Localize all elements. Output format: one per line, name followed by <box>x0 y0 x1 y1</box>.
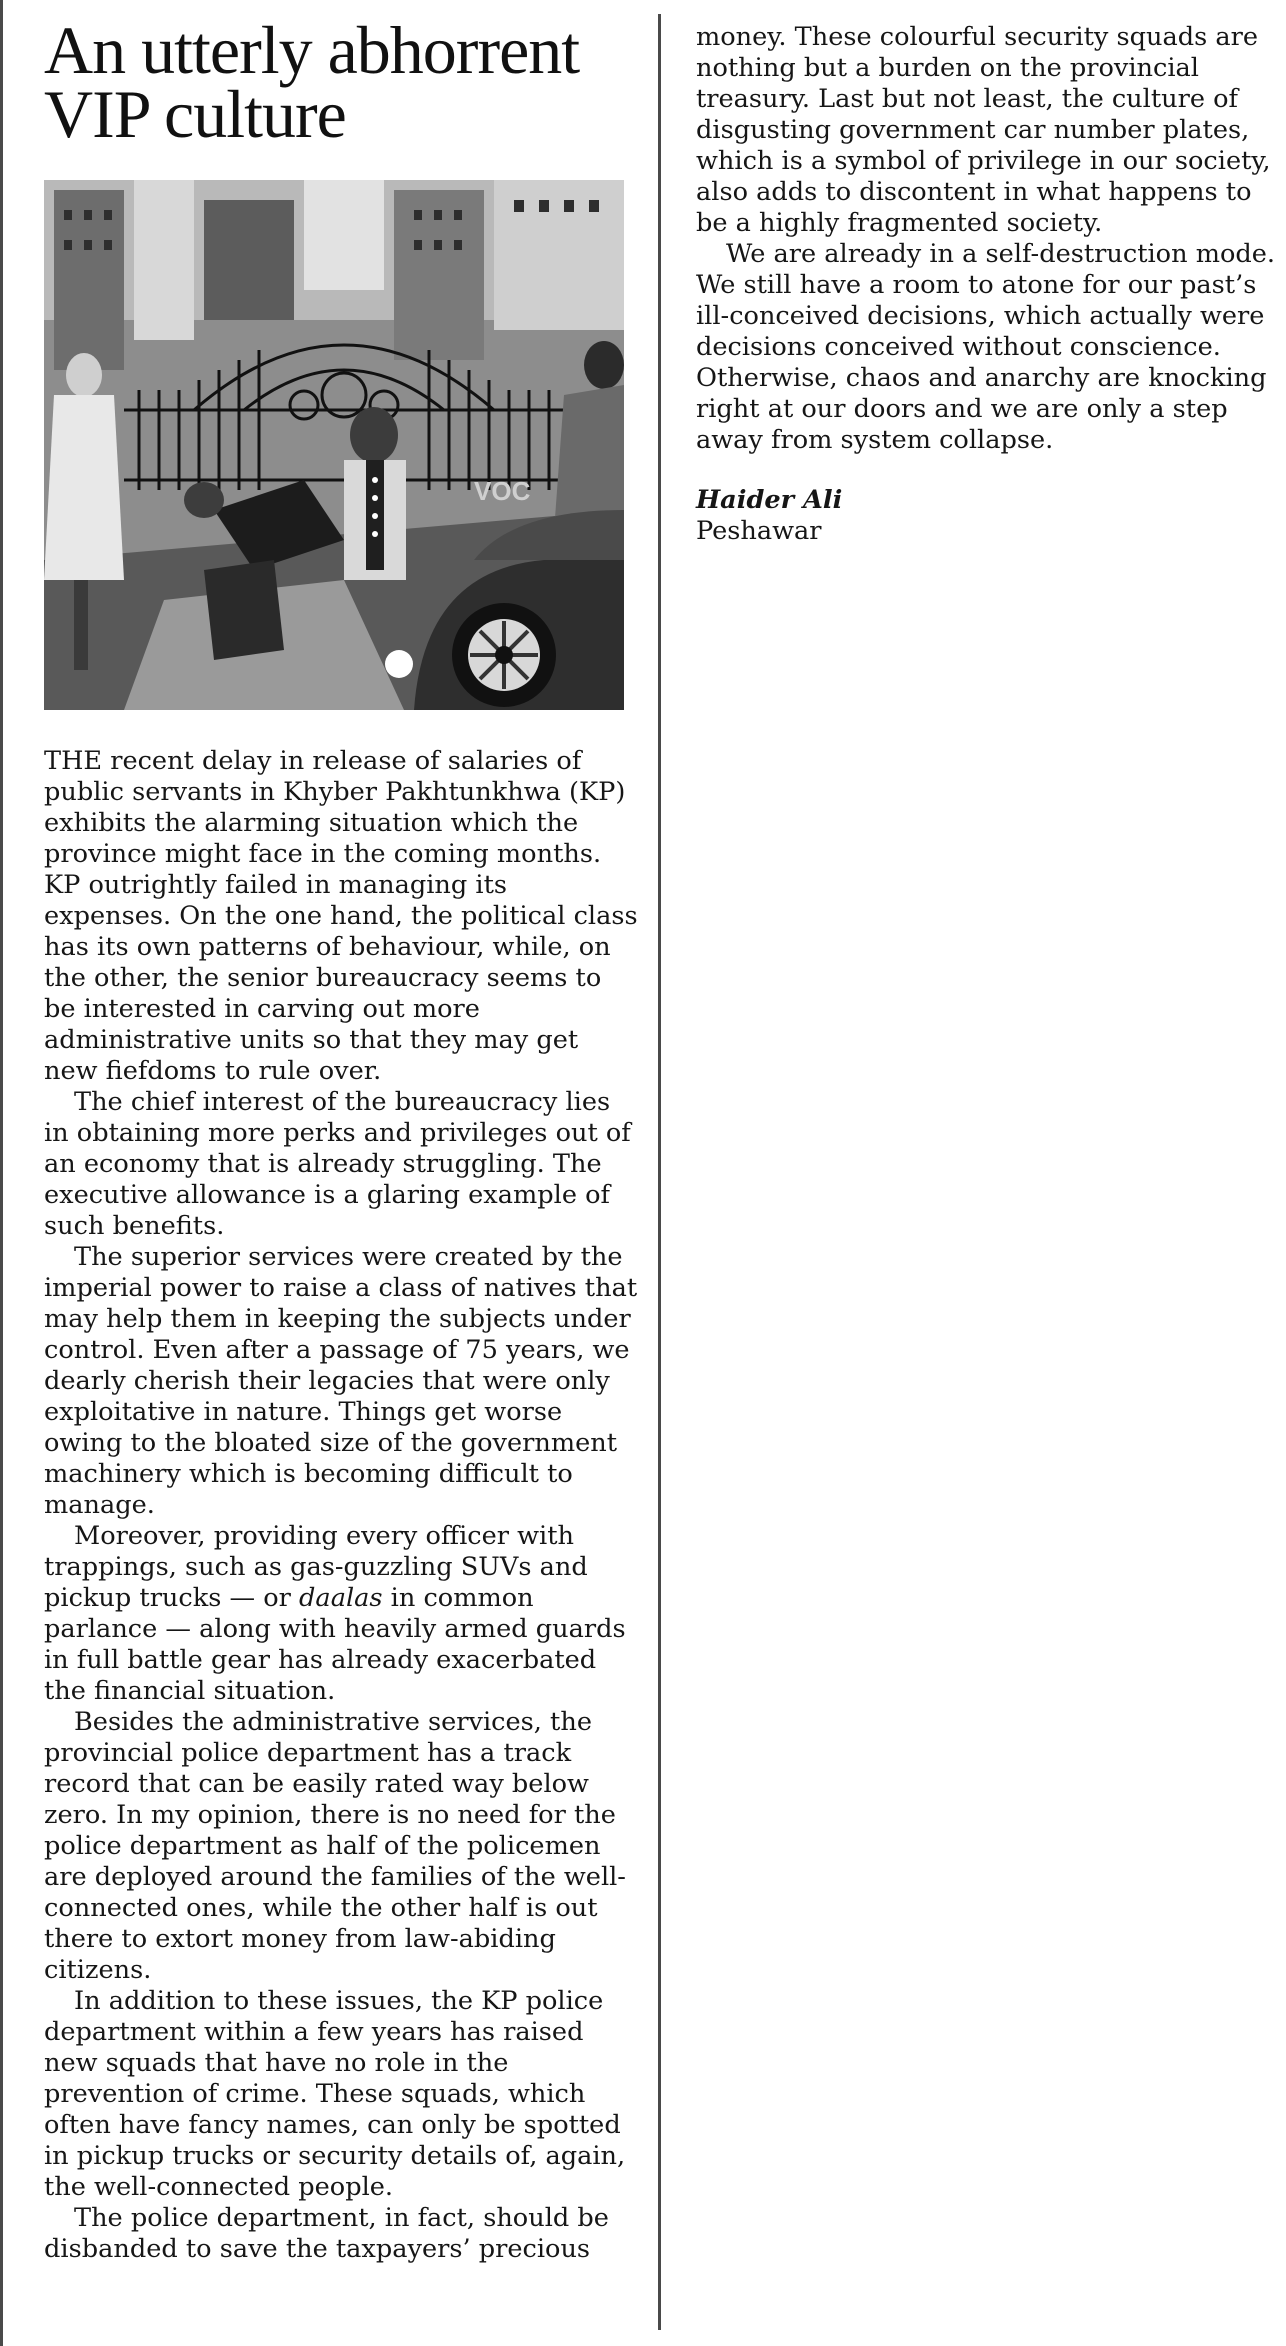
article-body-col2 <box>696 22 1276 456</box>
paragraph-3: The superior services were created by the imperial power to raise a class of natives that may help them in keeping the subjects under control. Even after a passage of 75 years, we dearly cherish their legacies that were only exploitative in nature. Things get worse owing to the bloated size of the government machinery which is becoming difficult to manage. <box>44 1242 638 1520</box>
page-left-border <box>0 0 3 2346</box>
column-divider <box>658 14 661 2330</box>
paragraph-4 <box>44 1521 638 1707</box>
signature-block <box>696 485 1276 547</box>
author-location: Peshawar <box>696 516 822 546</box>
illustration-sign-text: VOC <box>474 476 531 506</box>
paragraph-7-start: The police department, in fact, should be disbanded to save the taxpayers’ precious <box>44 2203 609 2264</box>
paragraph-8: We are already in a self-destruction mode. We still have a room to atone for our past’s ill-conceived decisions, which actually were decisions conceived without conscience. Otherwise, chaos and anarchy are knocking right at our doors and we are only a step away from system collapse. <box>696 239 1276 455</box>
paragraph-1: THE recent delay in release of salaries of public servants in Khyber Pakhtunkhwa (KP) exhibits the alarming situation which the province might face in the coming months. KP outrightly failed in managing its expenses. On the one hand, the political class has its own patterns of behaviour, while, on the other, the senior bureaucracy seems to be interested in carving out more administrative units so that they may get new fiefdoms to rule over. <box>44 746 638 1086</box>
article-title: An utterly abhorrent VIP culture <box>44 12 580 152</box>
left-column <box>44 12 638 2265</box>
right-column <box>696 22 1276 547</box>
paragraph-7-continued: money. These colourful security squads are nothing but a burden on the provincial treasury. Last but not least, the culture of disgusting government car number plates, which is a symbol of privilege in our society, also adds to discontent in what happens to be a highly fragmented society. <box>696 22 1271 238</box>
article-illustration <box>44 180 624 710</box>
paragraph-4-term: daalas <box>299 1583 383 1613</box>
author-name: Haider Ali <box>696 485 843 515</box>
paragraph-4-end: in common parlance — along with heavily armed guards in full battle gear has already exacerbated the financial situation. <box>44 1583 626 1706</box>
paragraph-6: In addition to these issues, the KP police department within a few years has raised new squads that have no role in the prevention of crime. These squads, which often have fancy names, can only be spotted in pickup trucks or security details of, again, the well-connected people. <box>44 1986 626 2202</box>
article-body-col1 <box>44 746 638 2265</box>
paragraph-4-start: Moreover, providing every officer with trappings, such as gas-guzzling SUVs and pickup trucks — or <box>44 1521 588 1613</box>
paragraph-5: Besides the administrative services, the provincial police department has a track record that can be easily rated way below zero. In my opinion, there is no need for the police department as half of the policemen are deployed around the families of the well-connected ones, while the other half is out there to extort money from law-abiding citizens. <box>44 1707 626 1985</box>
paragraph-2: The chief interest of the bureaucracy lies in obtaining more perks and privileges out of an economy that is already struggling. The executive allowance is a glaring example of such benefits. <box>44 1087 631 1241</box>
